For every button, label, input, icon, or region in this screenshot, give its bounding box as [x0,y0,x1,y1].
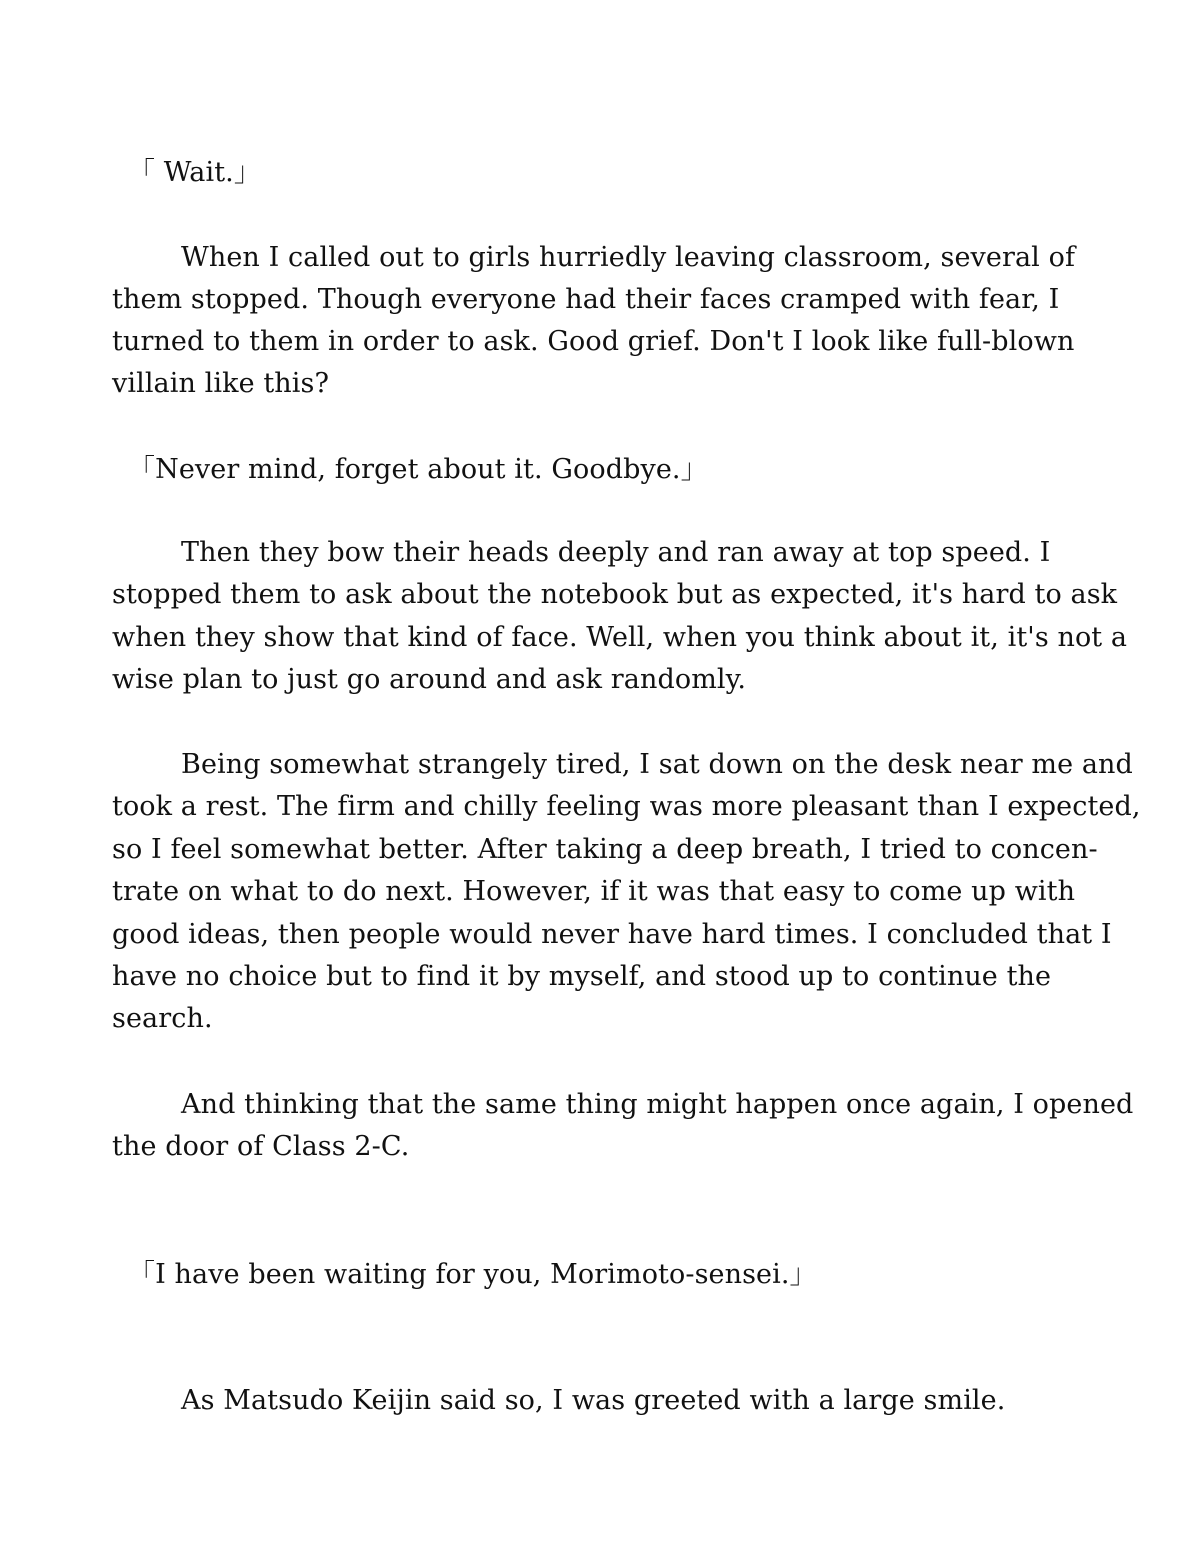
dialogue-line: 「Never mind, forget about it. Goodbye.」 [128,454,708,485]
paragraph-line: stopped them to ask about the notebook but as expected, it's hard to ask [112,579,1118,610]
paragraph-line: When I called out to girls hurriedly leaving classroom, several of [181,242,1076,273]
dialogue-line: 「I have been waiting for you, Morimoto-sensei.」 [128,1259,817,1290]
paragraph-line: turned to them in order to ask. Good grief. Don't I look like full-blown [112,326,1075,357]
paragraph-line: Being somewhat strangely tired, I sat down on the desk near me and [181,749,1133,780]
paragraph-line: so I feel somewhat better. After taking a deep breath, I tried to concen- [112,834,1098,865]
paragraph-line: them stopped. Though everyone had their faces cramped with fear, I [112,284,1060,315]
paragraph-line: trate on what to do next. However, if it was that easy to come up with [112,876,1076,907]
paragraph-line: As Matsudo Keijin said so, I was greeted with a large smile. [181,1385,1006,1416]
paragraph-line: And thinking that the same thing might happen once again, I opened [181,1089,1134,1120]
paragraph-line: villain like this? [112,368,330,399]
dialogue-line: 「 Wait.」 [128,157,261,188]
paragraph-line: search. [112,1003,213,1034]
paragraph-line: good ideas, then people would never have hard times. I concluded that I [112,919,1112,950]
paragraph-line: took a rest. The firm and chilly feeling was more pleasant than I expected, [112,791,1141,822]
paragraph-line: the door of Class 2-C. [112,1131,410,1162]
paragraph-line: have no choice but to find it by myself, and stood up to continue the [112,961,1052,992]
paragraph-line: when they show that kind of face. Well, when you think about it, it's not a [112,622,1128,653]
paragraph-line: Then they bow their heads deeply and ran away at top speed. I [181,537,1051,568]
paragraph-line: wise plan to just go around and ask randomly. [112,664,747,695]
